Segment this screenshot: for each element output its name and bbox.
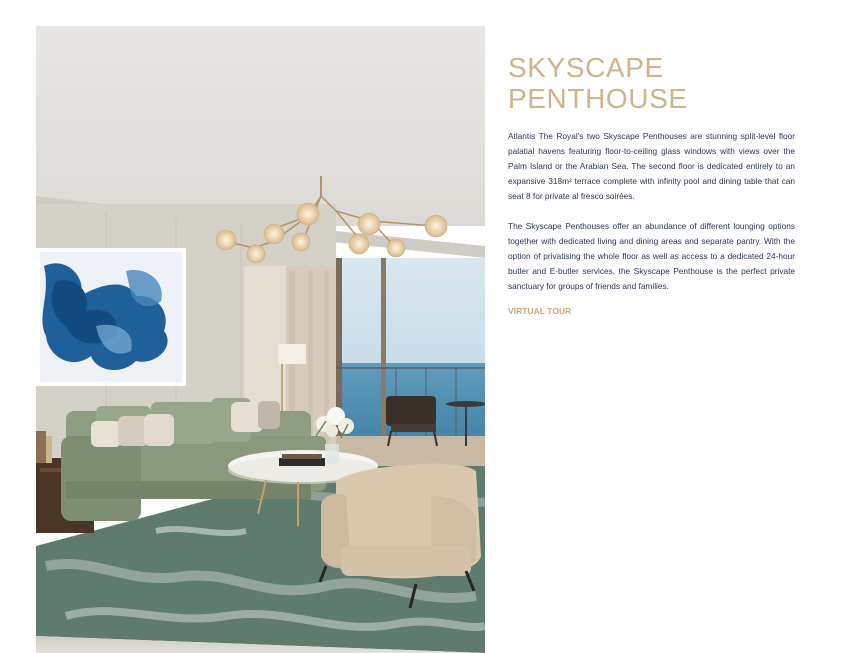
title-line-1: SKYSCAPE bbox=[508, 52, 664, 83]
text-column bbox=[508, 52, 795, 319]
title-line-2: PENTHOUSE bbox=[508, 83, 688, 114]
virtual-tour-link[interactable]: VIRTUAL TOUR bbox=[508, 306, 572, 316]
description-paragraph-2: The Skyscape Penthouses offer an abundance of different lounging options together with dedicated living and dining areas and separate pantry. With the option of privatising the whole floor as well as access to a dedicated 24-hour butler and E-butler services, the Skyscape Penthouse is the perfect private sanctuary for groups of friends and families. bbox=[508, 221, 795, 291]
description-paragraph-1: Atlantis The Royal's two Skyscape Penthouses are stunning split-level floor palatial havens featuring floor-to-ceiling glass windows with views over the Palm Island or the Arabian Sea. The second floor is dedicated entirely to an expansive 318m² terrace complete with infinity pool and dining table that can seat 8 for private al fresco soirées. bbox=[508, 131, 795, 201]
penthouse-living-room-photo bbox=[36, 26, 485, 653]
page-title bbox=[508, 52, 795, 114]
